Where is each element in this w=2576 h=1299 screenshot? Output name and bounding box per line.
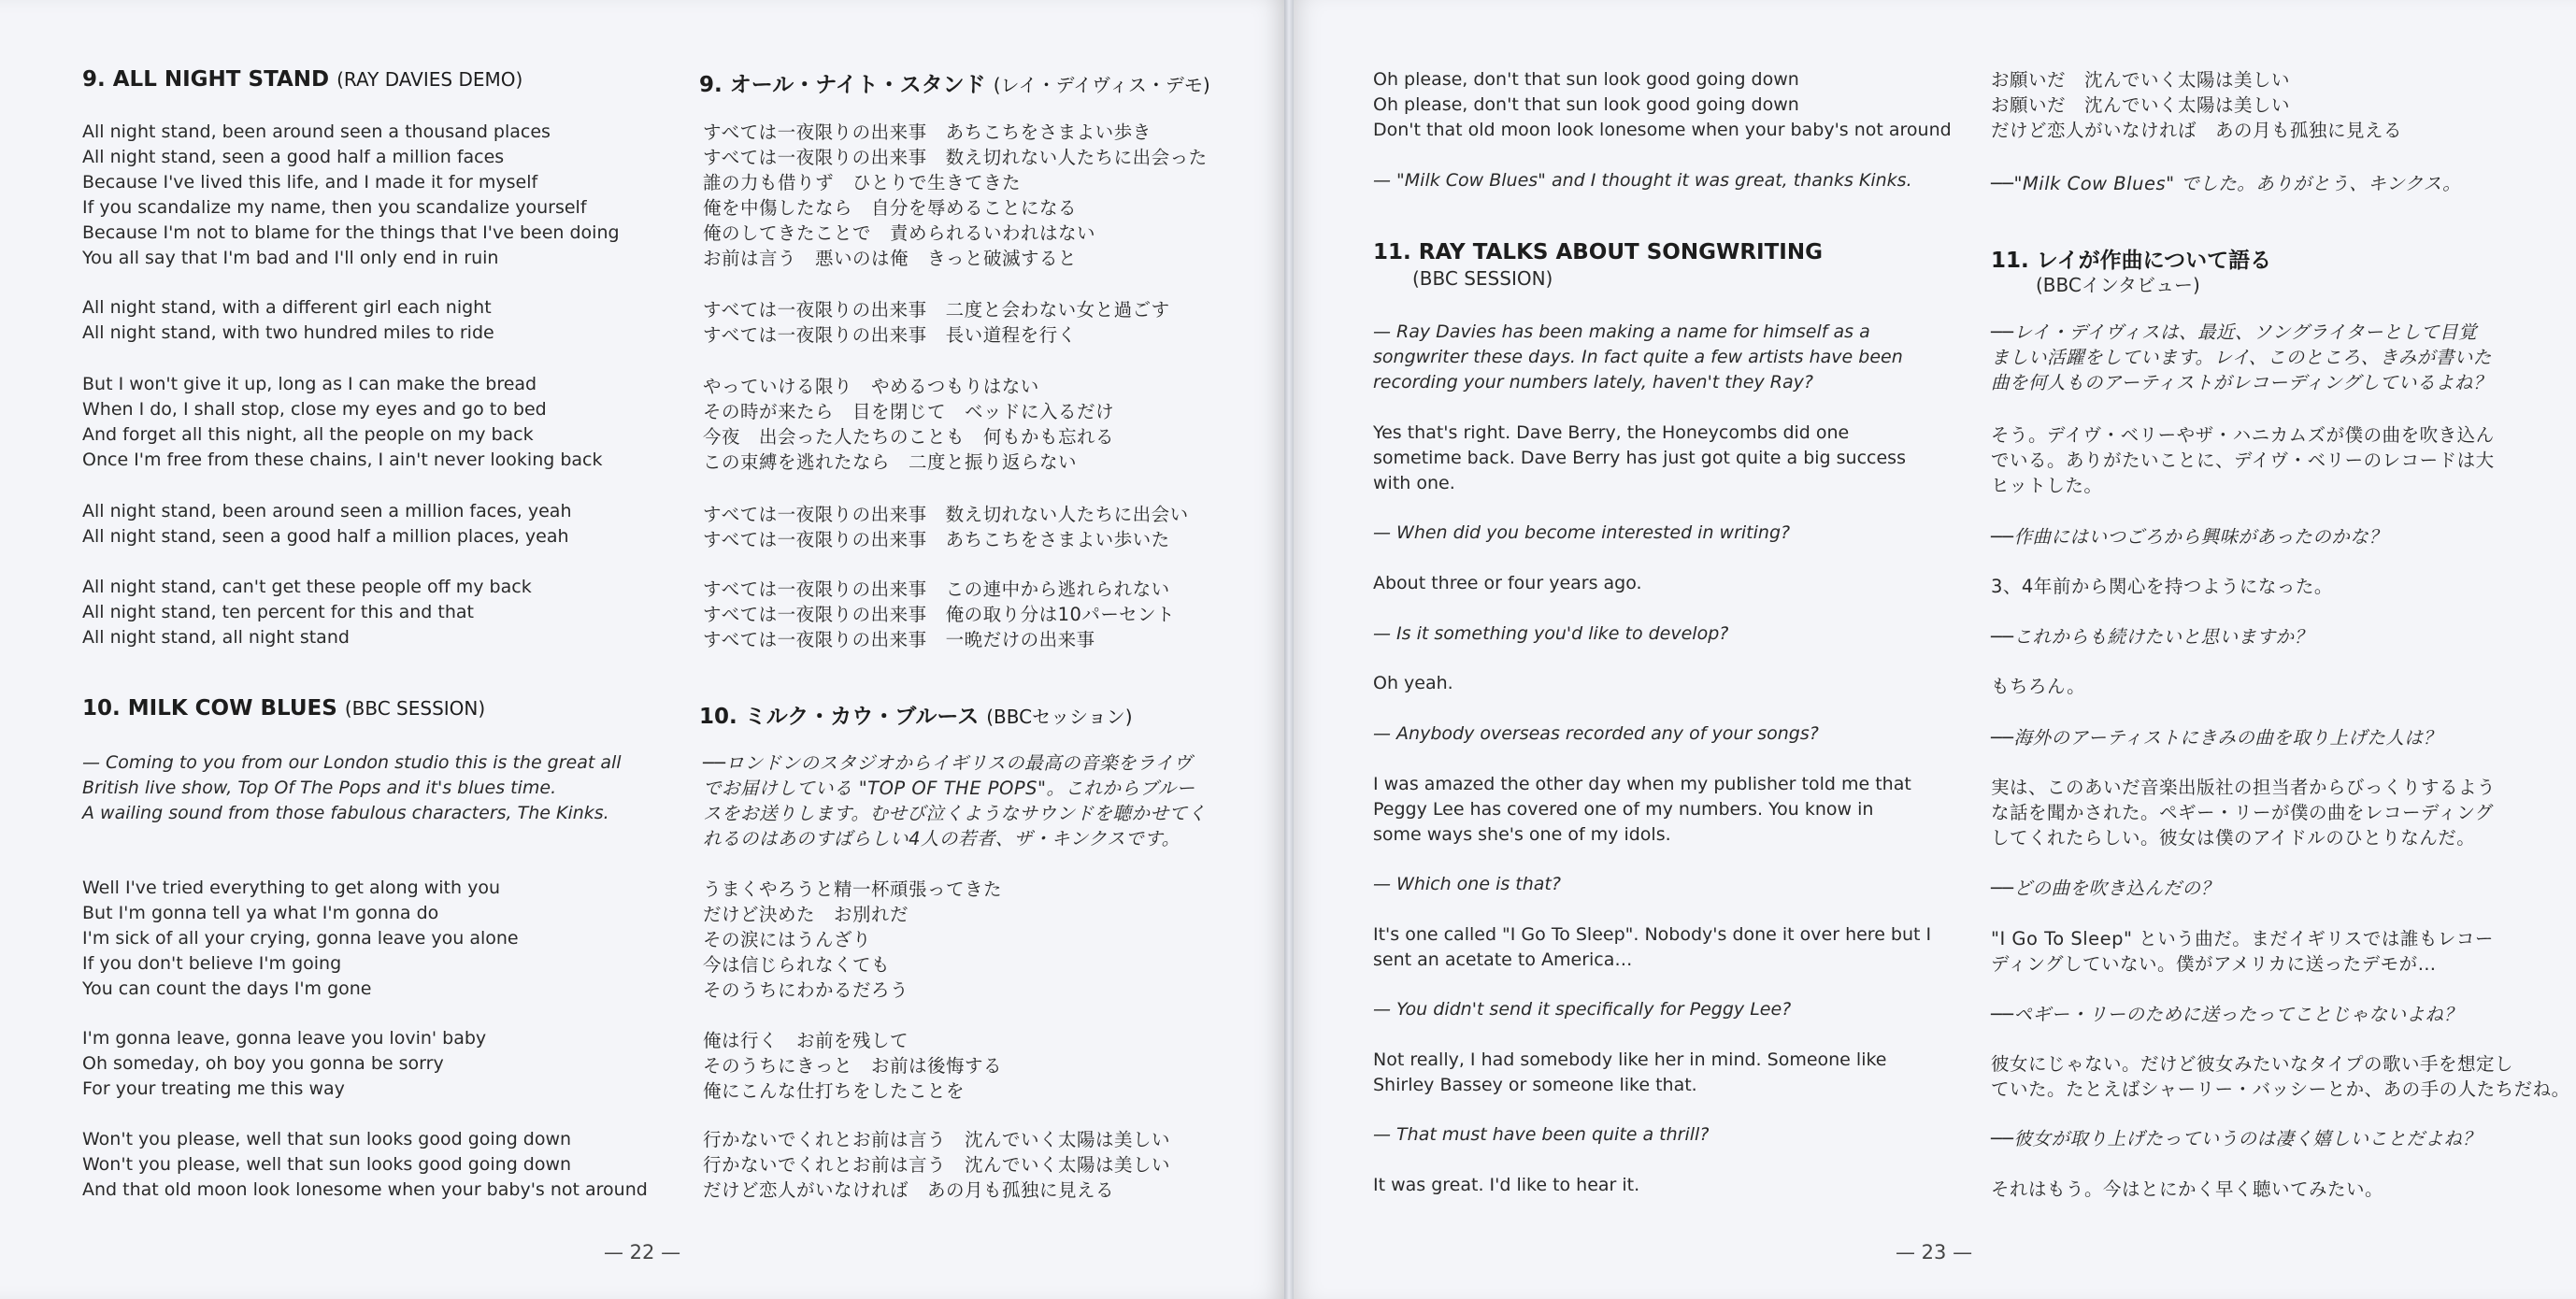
section-11-subtitle-en: (BBC SESSION) xyxy=(1412,267,1553,290)
intro-10-en: — Coming to you from our London studio this is the great all British live show, Top Of The Pops and it's blues time. A wailing sound from those fabulous characters, The Kinks. xyxy=(82,752,622,823)
interview-q1-en: — Ray Davies has been making a name for himself as a songwriter these days. In fact quite a few artists have been recording your numbers lately, haven't they Ray? xyxy=(1373,321,1903,393)
lyrics-9-en-stanza-5: All night stand, can't get these people off my back All night stand, ten percent for this and that All night stand, all night stand xyxy=(82,577,532,648)
lyrics-9-jp-stanza-2: すべては一夜限りの出来事 二度と会わない女と過ごす すべては一夜限りの出来事 長い道程を行く xyxy=(703,299,1170,346)
interview-q7-en: — That must have been quite a thrill? xyxy=(1373,1124,1710,1145)
section-11-title-en: 11. RAY TALKS ABOUT SONGWRITING xyxy=(1373,240,1823,264)
interview-a6-en: Not really, I had somebody like her in mind. Someone like Shirley Bassey or someone like that. xyxy=(1373,1049,1887,1095)
interview-q1-jp: ──レイ・デイヴィスは、最近、ソングライターとして目覚 ましい活躍をしています。レイ、このところ、きみが書いた 曲を何人ものアーティストがレコーディングしているよね？ xyxy=(1991,321,2492,393)
interview-a2-jp: 3、4年前から関心を持つようになった。 xyxy=(1991,576,2333,597)
interview-a5-jp: "I Go To Sleep" という曲だ。まだイギリスでは誰もレコー ディングしていない。僕がアメリカに送ったデモが… xyxy=(1991,928,2494,975)
interview-a3-jp: もちろん。 xyxy=(1991,676,2086,697)
interview-a1-jp: そう。デイヴ・ベリーやザ・ハニカムズが僕の曲を吹き込ん でいる。ありがたいことに、デイヴ・ベリーのレコードは大 ヒットした。 xyxy=(1991,424,2495,496)
interview-q3-jp: ──これからも続けたいと思いますか？ xyxy=(1991,626,2313,648)
section-9-title-jp: 9. オール・ナイト・スタンド (レイ・デイヴィス・デモ) xyxy=(699,73,1210,97)
section-10-title-jp: 10. ミルク・カウ・ブルース (BBCセッション) xyxy=(699,705,1133,729)
interview-a4-jp: 実は、このあいだ音楽出版社の担当者からびっくりするよう な話を聞かされた。ペギー・リーが僕の曲をレコーディング してくれたらしい。彼女は僕のアイドルのひとりなんだ。 xyxy=(1991,777,2497,849)
lyrics-10-jp-stanza-1: うまくやろうと精一杯頑張ってきた だけど決めた お別れだ その涙にはうんざり 今は信じられなくても そのうちにわかるだろう xyxy=(703,878,1003,1001)
lyrics-9-jp-stanza-5: すべては一夜限りの出来事 この連中から逃れられない すべては一夜限りの出来事 俺の取り分は10パーセント すべては一夜限りの出来事 一晩だけの出来事 xyxy=(703,578,1176,650)
lyrics-9-en-stanza-2: All night stand, with a different girl each night All night stand, with two hundred miles to ride xyxy=(82,297,494,343)
lyrics-9-jp-stanza-3: やっていける限り やめるつもりはない その時が来たら 目を閉じて ベッドに入るだけ 今夜 出会った人たちのことも 何もかも忘れる この束縛を逃れたなら 二度と振り返らない xyxy=(703,376,1115,473)
lyrics-10-en-stanza-2: I'm gonna leave, gonna leave you lovin' baby Oh someday, oh boy you gonna be sorry For your treating me this way xyxy=(82,1028,487,1099)
interview-q5-en: — Which one is that? xyxy=(1373,874,1561,894)
lyrics-10-jp-continued: お願いだ 沈んでいく太陽は美しい お願いだ 沈んでいく太陽は美しい だけど恋人がいなければ あの月も孤独に見える xyxy=(1991,69,2403,141)
interview-q3-en: — Is it something you'd like to develop? xyxy=(1373,623,1729,644)
lyrics-10-en-continued: Oh please, don't that sun look good going down Oh please, don't that sun look good going down Don't that old moon look lonesome when your baby's not around xyxy=(1373,69,1952,140)
lyrics-10-jp-stanza-2: 俺は行く お前を残して そのうちにきっと お前は後悔する 俺にこんな仕打ちをしたことを xyxy=(703,1030,1003,1102)
section-10-title-en: 10. MILK COW BLUES (BBC SESSION) xyxy=(82,696,486,721)
lyrics-10-en-stanza-1: Well I've tried everything to get along with you But I'm gonna tell ya what I'm gonna do I'm sick of all your crying, gonna leave you alone If you don't believe I'm going You can count the days I'm gone xyxy=(82,878,519,999)
interview-q2-en: — When did you become interested in writing? xyxy=(1373,522,1791,543)
interview-a2-en: About three or four years ago. xyxy=(1373,573,1642,593)
section-11-subtitle-jp: (BBCインタビュー) xyxy=(2036,274,2200,296)
lyrics-9-en-stanza-4: All night stand, been around seen a million faces, yeah All night stand, seen a good half a million places, yeah xyxy=(82,501,572,547)
interview-q6-en: — You didn't send it specifically for Peggy Lee? xyxy=(1373,999,1792,1020)
lyrics-10-en-stanza-3: Won't you please, well that sun looks good going down Won't you please, well that sun looks good going down And that old moon look lonesome when your baby's not around xyxy=(82,1129,648,1200)
outro-10-en: — "Milk Cow Blues" and I thought it was great, thanks Kinks. xyxy=(1373,170,1912,191)
interview-q5-jp: ──どの曲を吹き込んだの？ xyxy=(1991,878,2220,899)
interview-q4-en: — Anybody overseas recorded any of your songs? xyxy=(1373,723,1819,744)
interview-a1-en: Yes that's right. Dave Berry, the Honeycombs did one sometime back. Dave Berry has just got quite a big success with one. xyxy=(1373,422,1906,493)
interview-a7-en: It was great. I'd like to hear it. xyxy=(1373,1175,1640,1195)
lyrics-9-en-stanza-1: All night stand, been around seen a thousand places All night stand, seen a good half a million faces Because I've lived this life, and I made it for myself If you scandalize my name, then you scandalize yourself Because I'm not to blame for the things that I've been doing You all say that I'm bad and I'll only end in ruin xyxy=(82,121,620,268)
interview-a3-en: Oh yeah. xyxy=(1373,673,1453,693)
lyrics-9-jp-stanza-4: すべては一夜限りの出来事 数え切れない人たちに出会い すべては一夜限りの出来事 あちこちをさまよい歩いた xyxy=(703,504,1189,550)
interview-a6-jp: 彼女にじゃない。だけど彼女みたいなタイプの歌い手を想定し ていた。たとえばシャーリー・バッシーとか、あの手の人たちだね。 xyxy=(1991,1053,2570,1100)
section-11-title-jp: 11. レイが作曲について語る xyxy=(1991,249,2272,273)
interview-a5-en: It's one called "I Go To Sleep". Nobody's done it over here but I sent an acetate to America… xyxy=(1373,924,1932,970)
interview-a7-jp: それはもう。今はとにかく早く聴いてみたい。 xyxy=(1991,1178,2384,1200)
interview-q7-jp: ──彼女が取り上げたっていうのは凄く嬉しいことだよね？ xyxy=(1991,1128,2482,1149)
interview-q4-jp: ──海外のアーティストにきみの曲を取り上げた人は？ xyxy=(1991,727,2442,749)
lyrics-9-jp-stanza-1: すべては一夜限りの出来事 あちこちをさまよい歩き すべては一夜限りの出来事 数え切れない人たちに出会った 誰の力も借りず ひとりで生きてきた 俺を中傷したなら 自分を辱めることになる 俺のしてきたことで 責められるいわれはない お前は言う 悪いのは俺 きっと破滅すると xyxy=(703,121,1208,269)
page-number-left: — 22 — xyxy=(604,1241,681,1263)
interview-a4-en: I was amazed the other day when my publisher told me that Peggy Lee has covered one of my numbers. You know in some ways she's one of my idols. xyxy=(1373,774,1911,845)
interview-q6-jp: ──ペギー・リーのために送ったってことじゃないよね？ xyxy=(1991,1004,2463,1025)
section-9-title-en: 9. ALL NIGHT STAND (RAY DAVIES DEMO) xyxy=(82,67,523,92)
intro-10-jp: ──ロンドンのスタジオからイギリスの最高の音楽をライヴ でお届けしている "TOP OF THE POPS"。これからブルー スをお送りします。むせび泣くようなサウンドを聴かせてく れるのはあのすばらしい4人の若者、ザ・キンクスです。 xyxy=(703,752,1207,849)
page-number-right: — 23 — xyxy=(1896,1241,1973,1263)
book-gutter xyxy=(1284,0,1294,1299)
interview-q2-jp: ──作曲にはいつごろから興味があったのかな？ xyxy=(1991,526,2388,548)
lyrics-10-jp-stanza-3: 行かないでくれとお前は言う 沈んでいく太陽は美しい 行かないでくれとお前は言う 沈んでいく太陽は美しい だけど恋人がいなければ あの月も孤独に見える xyxy=(703,1129,1171,1201)
lyrics-9-en-stanza-3: But I won't give it up, long as I can make the bread When I do, I shall stop, close my eyes and go to bed And forget all this night, all the people on my back Once I'm free from these chains, I ain't never looking back xyxy=(82,374,603,470)
outro-10-jp: ──"Milk Cow Blues" でした。ありがとう、キンクス。 xyxy=(1991,173,2462,194)
